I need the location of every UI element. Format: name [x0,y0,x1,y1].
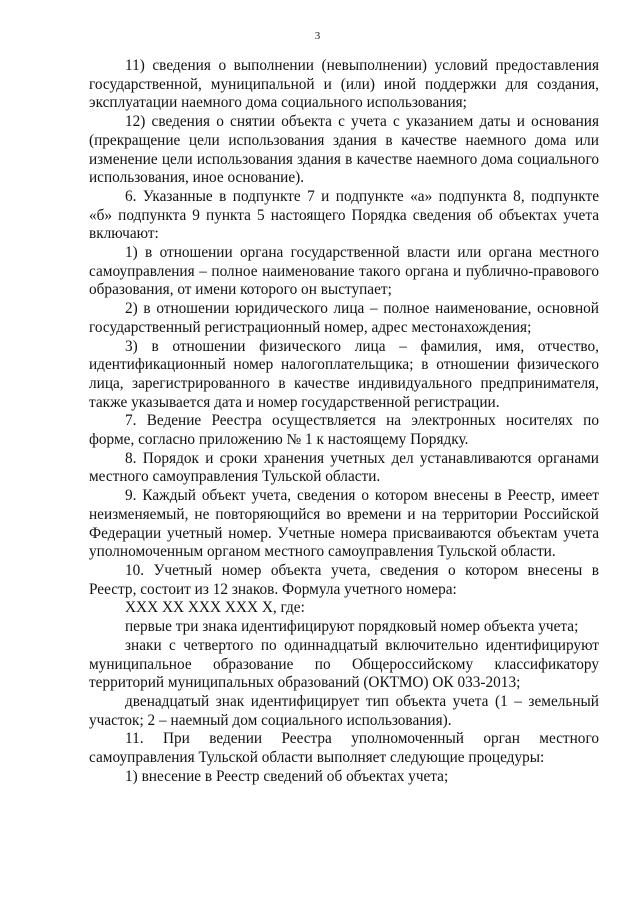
paragraph-formula-last-digit: двенадцатый знак идентифицирует тип объекта учета (1 – земельный участок; 2 – наемный дом социального использования). [89,692,599,729]
paragraph-point-11-sub-1: 1) внесение в Реестр сведений об объектах учета; [125,767,449,785]
paragraph-point-8: 8. Порядок и сроки хранения учетных дел устанавливаются органами местного самоуправления Тульской области. [89,449,599,486]
paragraph-point-9: 9. Каждый объект учета, сведения о котором внесены в Реестр, имеет неизменяемый, не повторяющийся во времени и на территории Российской Федерации учетный номер. Учетные номера присваиваются объектам учета уполномоченным органом местного самоуправления Тульской области. [89,487,599,561]
paragraph-formula-middle-digits: знаки с четвертого по одиннадцатый включительно идентифицируют муниципальное образование по Общероссийскому классификатору территорий муниципальных образований (ОКТМО) ОК 033-2013; [89,636,599,692]
page-number: 3 [314,30,321,42]
number-formula: ХХХ ХХ ХХХ ХХХ Х, где: [125,599,305,617]
paragraph-point-10: 10. Учетный номер объекта учета, сведения о котором внесены в Реестр, состоит из 12 знаков. Формула учетного номера: [89,561,599,598]
paragraph-point-7: 7. Ведение Реестра осуществляется на электронных носителях по форме, согласно приложению № 1 к настоящему Порядку. [89,412,599,449]
paragraph-item-12: 12) сведения о снятии объекта с учета с указанием даты и основания (прекращение цели использования здания в качестве наемного дома или изменение цели использования здания в качестве наемного дома социального использования, иное основание). [89,113,599,187]
paragraph-item-11: 11) сведения о выполнении (невыполнении) условий предоставления государственной, муниципальной и (или) иной поддержки для создания, эксплуатации наемного дома социального использования; [89,57,599,112]
paragraph-point-6-sub-2: 2) в отношении юридического лица – полное наименование, основной государственный регистрационный номер, адрес местонахождения; [89,300,599,336]
paragraph-point-6-sub-3: 3) в отношении физического лица – фамилия, имя, отчество, идентификационный номер налогоплательщика; в отношении физического лица, зарегистрированного в качестве индивидуального предпринимателя, также указывается дата и номер государственной регистрации. [89,337,599,411]
document-body [89,57,599,786]
paragraph-formula-first-digits: первые три знака идентифицируют порядковый номер объекта учета; [125,618,579,636]
paragraph-point-6-sub-1: 1) в отношении органа государственной власти или органа местного самоуправления – полное наименование такого органа и публично-правового образования, от имени которого он выступает; [89,244,599,299]
paragraph-point-11: 11. При ведении Реестра уполномоченный орган местного самоуправления Тульской области выполняет следующие процедуры: [89,730,599,767]
paragraph-point-6: 6. Указанные в подпункте 7 и подпункте «а» подпункта 8, подпункте «б» подпункта 9 пункта 5 настоящего Порядка сведения об объектах учета включают: [89,187,599,243]
